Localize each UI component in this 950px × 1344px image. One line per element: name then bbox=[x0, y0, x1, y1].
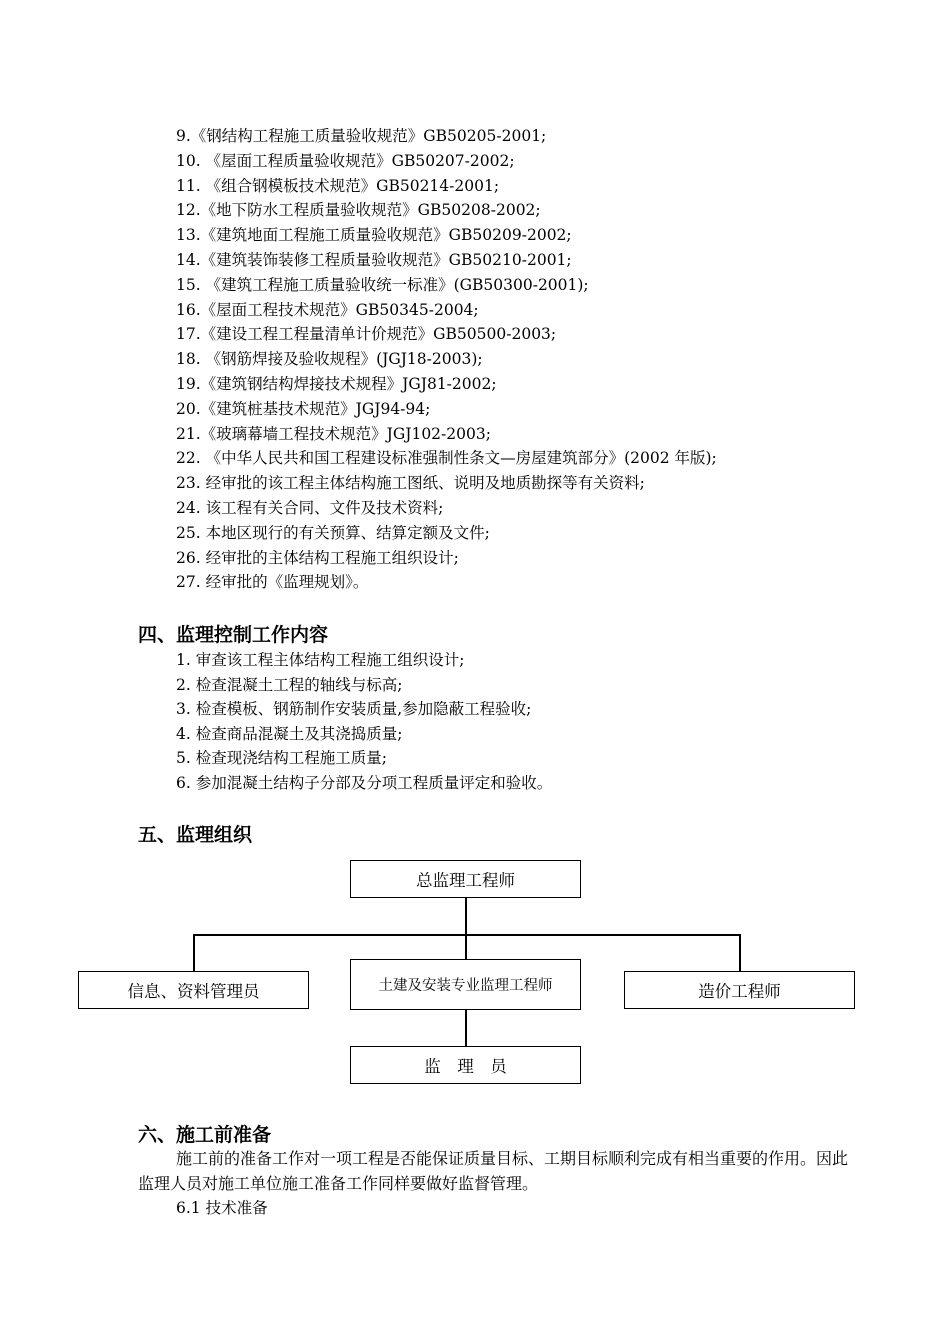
connector-line bbox=[739, 934, 741, 972]
list-item: 22. 《中华人民共和国工程建设标准强制性条文—房屋建筑部分》(2002 年版); bbox=[176, 449, 717, 468]
connector-line bbox=[465, 896, 467, 935]
list-item: 17.《建设工程工程量清单计价规范》GB50500-2003; bbox=[176, 325, 557, 344]
specialist-engineer-box: 土建及安装专业监理工程师 bbox=[350, 959, 581, 1010]
list-item: 12.《地下防水工程质量验收规范》GB50208-2002; bbox=[176, 201, 541, 220]
list-item: 14.《建筑装饰装修工程质量验收规范》GB50210-2001; bbox=[176, 250, 572, 269]
list-item: 6. 参加混凝土结构子分部及分项工程质量评定和验收。 bbox=[176, 773, 553, 792]
section-4-heading: 四、监理控制工作内容 bbox=[138, 624, 329, 646]
section-6-paragraph: 施工前的准备工作对一项工程是否能保证质量目标、工期目标顺利完成有相当重要的作用。因此监理人员对施工单位施工准备工作同样要做好监督管理。 bbox=[138, 1149, 849, 1193]
supervision-task-list bbox=[176, 648, 552, 796]
list-item: 21.《玻璃幕墙工程技术规范》JGJ102-2003; bbox=[176, 424, 491, 443]
list-item: 18. 《钢筋焊接及验收规程》(JGJ18-2003); bbox=[176, 350, 483, 369]
list-item: 23. 经审批的该工程主体结构施工图纸、说明及地质勘探等有关资料; bbox=[176, 474, 645, 493]
list-item: 24. 该工程有关合同、文件及技术资料; bbox=[176, 498, 444, 517]
section-6-1-heading: 6.1 技术准备 bbox=[176, 1199, 268, 1217]
chief-engineer-box: 总监理工程师 bbox=[350, 860, 581, 898]
list-item: 4. 检查商品混凝土及其浇捣质量; bbox=[176, 724, 403, 743]
list-item: 19.《建筑钢结构焊接技术规程》JGJ81-2002; bbox=[176, 374, 497, 393]
connector-line bbox=[465, 934, 467, 960]
list-item: 9.《钢结构工程施工质量验收规范》GB50205-2001; bbox=[176, 127, 547, 145]
list-item: 15. 《建筑工程施工质量验收统一标准》(GB50300-2001); bbox=[176, 275, 589, 294]
list-item: 16.《屋面工程技术规范》GB50345-2004; bbox=[176, 300, 479, 319]
list-item: 3. 检查模板、钢筋制作安装质量,参加隐蔽工程验收; bbox=[176, 700, 532, 719]
list-item: 27. 经审批的《监理规划》。 bbox=[176, 573, 369, 592]
section-5-heading: 五、监理组织 bbox=[138, 824, 253, 846]
list-item: 13.《建筑地面工程施工质量验收规范》GB50209-2002; bbox=[176, 226, 572, 245]
list-item: 1. 审查该工程主体结构工程施工组织设计; bbox=[176, 651, 465, 669]
list-item: 5. 检查现浇结构工程施工质量; bbox=[176, 749, 387, 768]
list-item: 2. 检查混凝土工程的轴线与标高; bbox=[176, 675, 403, 694]
cost-engineer-box: 造价工程师 bbox=[624, 971, 855, 1009]
connector-line bbox=[193, 934, 195, 972]
list-item: 25. 本地区现行的有关预算、结算定额及文件; bbox=[176, 523, 490, 542]
list-item: 10. 《屋面工程质量验收规范》GB50207-2002; bbox=[176, 151, 515, 170]
section-6-heading: 六、施工前准备 bbox=[138, 1124, 272, 1146]
connector-line bbox=[193, 934, 740, 936]
list-item: 20.《建筑桩基技术规范》JGJ94-94; bbox=[176, 399, 431, 418]
reference-list bbox=[176, 124, 717, 595]
connector-line bbox=[465, 1009, 467, 1048]
list-item: 26. 经审批的主体结构工程施工组织设计; bbox=[176, 548, 459, 567]
list-item: 11. 《组合钢模板技术规范》GB50214-2001; bbox=[176, 176, 500, 195]
supervisor-box: 监 理 员 bbox=[350, 1046, 581, 1084]
info-archivist-box: 信息、资料管理员 bbox=[78, 971, 309, 1009]
